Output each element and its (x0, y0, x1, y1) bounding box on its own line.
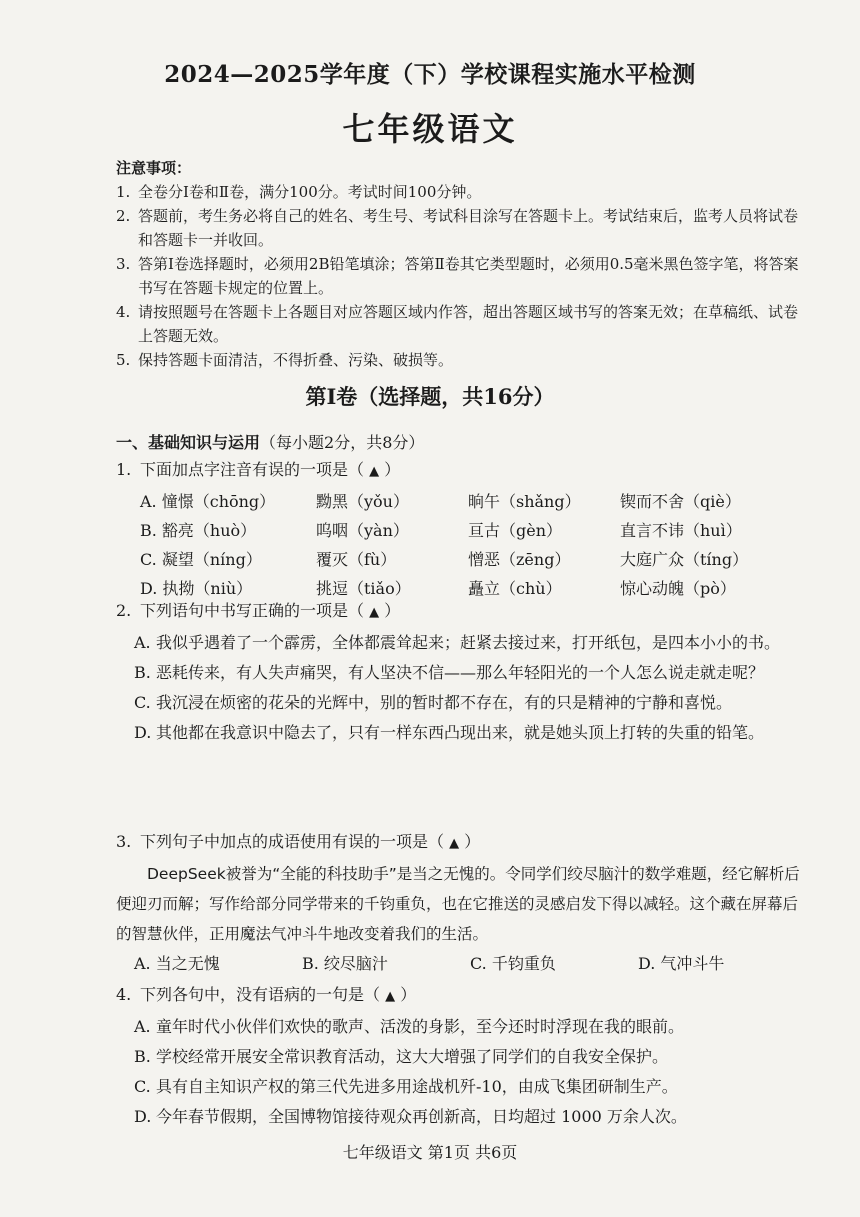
section-title: 第Ⅰ卷（选择题，共16分） (305, 384, 555, 409)
option-d: D. 其他都在我意识中隐去了，只有一样东西凸现出来，就是她头顶上打转的失重的铅笔。 (134, 723, 765, 742)
notice-item: 3. 答第Ⅰ卷选择题时，必须用2B铅笔填涂；答第Ⅱ卷其它类型题时，必须用0.5毫米黑色签字笔，将答案书写在答题卡规定的位置上。 (116, 255, 799, 297)
question-stem: 2. 下列语句中书写正确的一项是（ ▲ ） (116, 601, 401, 620)
notice-heading: 注意事项： (116, 159, 192, 177)
answer-mark-icon: ▲ (369, 605, 380, 620)
option-b: B. 恶耗传来，有人失声痛哭，有人坚决不信——那么年轻阳光的一个人怎么说走就走呢？ (134, 663, 765, 682)
option-d: D. 今年春节假期，全国博物馆接待观众再创新高，日均超过 1000 万余人次。 (134, 1107, 687, 1126)
option-a: A. 童年时代小伙伴们欢快的歌声、活泼的身影，至今还时时浮现在我的眼前。 (134, 1017, 685, 1036)
option-b: B. 绞尽脑汁 (302, 954, 388, 973)
part-title: 一、基础知识与运用 (116, 433, 261, 452)
question-2 (116, 596, 806, 748)
option-c: C. 具有自主知识产权的第三代先进多用途战机歼-10，由成飞集团研制生产。 (134, 1077, 678, 1096)
page-footer: 七年级语文 第1页 共6页 (342, 1143, 518, 1162)
question-passage: DeepSeek被誉为“全能的科技助手”是当之无愧的。令同学们绞尽脑汁的数学难题，经它解析后便迎刃而解；写作给部分同学带来的千钧重负，也在它推送的灵感启发下得以减轻。这个藏在屏幕后的智慧伙伴，正用魔法气冲斗牛地改变着我们的生活。 (116, 865, 800, 943)
option-row: C. 凝望（níng） 覆灭（fù） 憎恶（zēng） 大庭广众（tíng） (140, 550, 749, 569)
notice-item: 5. 保持答题卡面清洁，不得折叠、污染、破损等。 (116, 351, 454, 369)
question-stem: 4. 下列各句中，没有语病的一句是（ ▲ ） (116, 985, 417, 1004)
option-a: A. 我似乎遇着了一个霹雳，全体都震耸起来；赶紧去接过来，打开纸包，是四本小小的书。 (134, 633, 781, 652)
notice-block (116, 156, 806, 372)
part-heading (116, 430, 424, 453)
notice-item: 1. 全卷分Ⅰ卷和Ⅱ卷，满分100分。考试时间100分钟。 (116, 183, 482, 201)
option-a: A. 当之无愧 (134, 954, 220, 973)
pinyin-option-grid (140, 487, 806, 603)
part-score-note: （每小题2分，共8分） (260, 433, 425, 452)
idiom-options (134, 949, 806, 979)
option-d: D. 气冲斗牛 (638, 954, 725, 973)
answer-mark-icon: ▲ (449, 836, 460, 851)
option-c: C. 千钧重负 (470, 954, 556, 973)
notice-item: 4. 请按照题号在答题卡上各题目对应答题区域内作答，超出答题区域书写的答案无效；在草稿纸、试卷上答题无效。 (116, 303, 799, 345)
question-1 (116, 455, 806, 603)
option-c: C. 我沉浸在烦密的花朵的光辉中，别的暂时都不存在，有的只是精神的宁静和喜悦。 (134, 693, 733, 712)
exam-subject: 七年级语文 (342, 110, 518, 148)
question-stem: 3. 下列句子中加点的成语使用有误的一项是（ ▲ ） (116, 832, 481, 851)
answer-mark-icon: ▲ (369, 464, 380, 479)
option-row: B. 豁亮（huò） 呜咽（yàn） 亘古（gèn） 直言不讳（huì） (140, 521, 742, 540)
notice-item: 2. 答题前，考生务必将自己的姓名、考生号、考试科目涂写在答题卡上。考试结束后，监考人员将试卷和答题卡一并收回。 (116, 207, 799, 249)
option-row: A. 憧憬（chōng） 黝黑（yǒu） 晌午（shǎng） 锲而不舍（qiè） (140, 492, 741, 511)
question-3 (116, 827, 806, 979)
answer-mark-icon: ▲ (385, 989, 396, 1004)
option-b: B. 学校经常开展安全常识教育活动，这大大增强了同学们的自我安全保护。 (134, 1047, 669, 1066)
exam-title: 2024—2025学年度（下）学校课程实施水平检测 (164, 61, 696, 88)
question-stem: 1. 下面加点字注音有误的一项是（ ▲ ） (116, 460, 401, 479)
question-4 (116, 980, 806, 1132)
option-row: D. 执拗（niù） 挑逗（tiǎo） 矗立（chù） 惊心动魄（pò） (140, 579, 736, 598)
